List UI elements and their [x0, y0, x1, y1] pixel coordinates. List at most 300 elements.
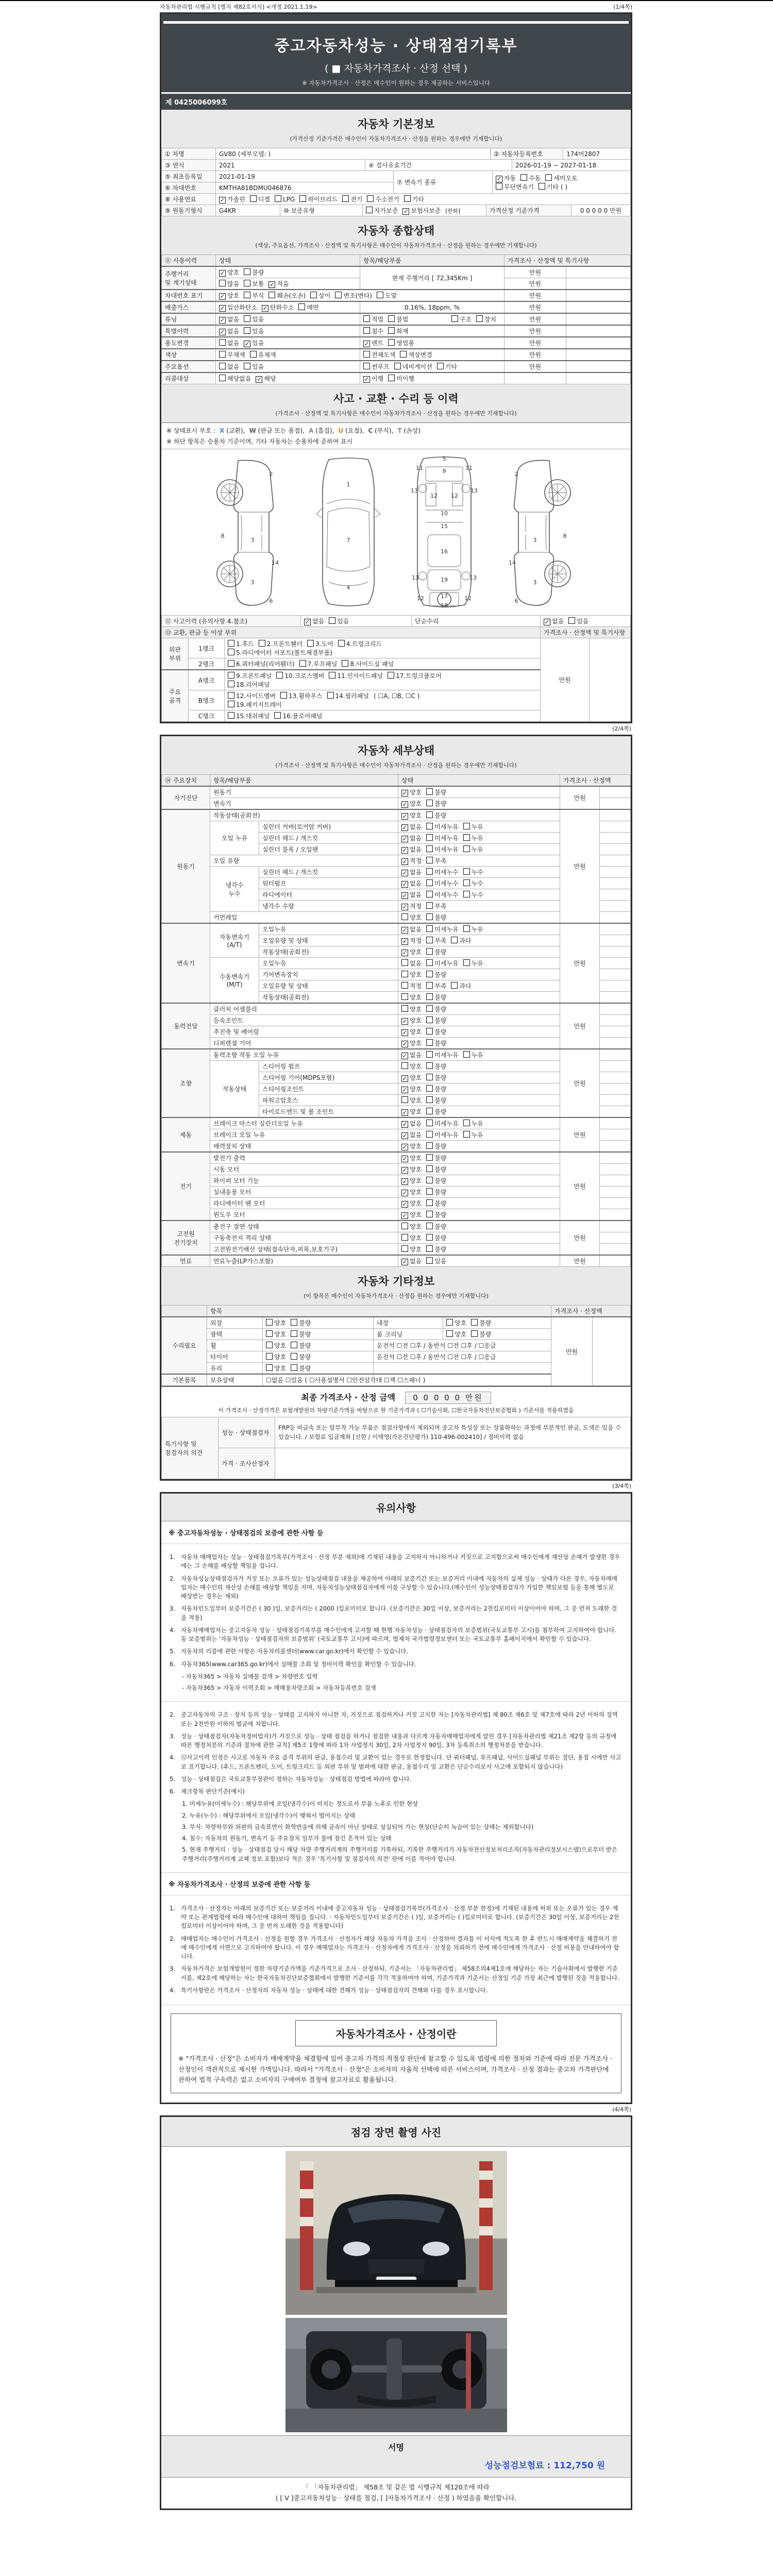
item-label: 브레이크 마스터 실린더오일 누유 — [210, 1117, 398, 1129]
checkbox-양호[interactable]: ✓ 양호 — [402, 1166, 422, 1174]
checkbox-있음[interactable]: 있음 — [568, 617, 589, 625]
checkbox-box — [446, 1319, 453, 1326]
checkbox-불량[interactable]: 불량 — [426, 1073, 446, 1082]
checkbox-box — [228, 672, 234, 679]
checkbox-box: ✓ — [220, 293, 225, 300]
checkbox-썬루프[interactable]: 썬루프 — [363, 362, 390, 371]
item-label: 연료누출(LP가스포함) — [210, 1255, 398, 1267]
checkbox-9.프론트패널[interactable]: 9.프론트패널 — [228, 671, 272, 680]
notice-item: 4. ⑫사고이력 인정은 사고로 자동차 주요 골격 부위의 판금, 용접수리 및 교환이 있는 경우로 한정합니다. 단 쿼터패널, 루프패널, 사이드실패널 부위는 절단, 용접 시에만 사고로 표기합니다. (후드, 프론트펜더, 도어, 트렁크리드 등 외판 부위 및 범퍼에 대한 판금, 용접수리 및 교환은 단순수리로서 사고에 포함되지 않습니다) — [170, 1754, 621, 1770]
checkbox-box — [451, 315, 458, 322]
checkbox-양호[interactable]: ✓ 양호 — [402, 1028, 422, 1036]
note-cell — [600, 1198, 631, 1209]
checkbox-없음[interactable]: ✓ 없음 — [402, 891, 422, 899]
checkbox-없음[interactable]: ✓ 없음 — [220, 328, 240, 335]
checkbox-양호[interactable]: 양호 — [401, 1233, 422, 1242]
checkbox-과다[interactable]: 과다 — [451, 936, 471, 945]
state-cell — [398, 867, 560, 878]
checkbox-없음[interactable]: ✓ 없음 — [305, 618, 325, 625]
field-value: GV80 (세부모델: ) — [216, 148, 491, 160]
checkbox-양호[interactable]: 양호 — [401, 1222, 422, 1231]
checkbox-해당없음[interactable]: 해당없음 — [219, 374, 251, 383]
checkbox-구조[interactable]: 구조 — [451, 315, 472, 324]
item-label: 동력조향 작동 오일 누유 — [210, 1049, 398, 1061]
checkbox-양호[interactable]: ✓ 양호 — [402, 1177, 422, 1185]
checkbox-양호[interactable]: ✓ 양호 — [402, 789, 422, 796]
checkbox-없음[interactable]: ✓ 없음 — [402, 1052, 422, 1059]
checkbox-부족[interactable]: 부족 — [426, 981, 446, 990]
checkbox-보통[interactable]: 보통 — [244, 279, 264, 288]
checkbox-불량[interactable]: 불량 — [426, 1210, 446, 1219]
checkbox-이행[interactable]: ✓ 이행 — [364, 375, 384, 383]
checkbox-14.필러패널[interactable]: 14.필러패널 — [327, 691, 369, 700]
etc-info-table — [161, 1305, 631, 1386]
checkbox-과다[interactable]: 과다 — [451, 981, 471, 990]
item-label: 오일누유 — [259, 958, 398, 969]
checkbox-6.쿼터패널(리어휀더)[interactable]: 6.쿼터패널(리어휀더) — [228, 659, 295, 668]
price-cell: 만원 — [560, 786, 600, 809]
checkbox-12.사이드멤버[interactable]: 12.사이드멤버 — [228, 691, 276, 700]
checkbox-양호[interactable]: 양호 — [401, 1062, 422, 1071]
checkbox-미세누유[interactable]: 미세누유 — [426, 925, 458, 934]
exchange-price-header: 가격조사 · 산정액 및 특기사항 — [541, 627, 631, 638]
simple-repair-checkboxes — [541, 616, 631, 627]
checkbox-LPG[interactable]: LPG — [275, 195, 295, 203]
checkbox-미세누유[interactable]: 미세누유 — [426, 834, 458, 842]
checkbox-가솔린[interactable]: ✓ 가솔린 — [220, 196, 245, 204]
price-cell: 만원 — [541, 638, 590, 722]
checkbox-누유[interactable]: 누유 — [463, 845, 483, 854]
note-cell — [566, 349, 631, 361]
checkbox-양호[interactable]: 양호 — [401, 970, 422, 979]
signature-block — [161, 2435, 631, 2477]
table-row — [162, 1417, 631, 1448]
checkbox-10.크로스멤버[interactable]: 10.크로스멤버 — [276, 671, 324, 680]
checkbox-box — [244, 292, 250, 298]
checkbox-box — [291, 1330, 297, 1337]
checkbox-16.플로어패널[interactable]: 16.플로어패널 — [274, 711, 322, 720]
checkbox-누유[interactable]: 누유 — [463, 1119, 483, 1128]
checkbox-미세누유[interactable]: 미세누유 — [426, 1119, 458, 1128]
diagram-part-number: 2 — [269, 471, 273, 478]
car-diagram-top-view — [307, 454, 390, 609]
note-cell — [600, 1003, 631, 1015]
table-row — [162, 1255, 631, 1267]
diagram-part-number: 18 — [440, 602, 448, 609]
state-cell — [398, 1072, 560, 1083]
checkbox-불량[interactable]: 불량 — [426, 993, 446, 1002]
checkbox-box — [219, 363, 226, 369]
field-label: ⑧ 사용연료 — [162, 194, 216, 205]
note-cell — [600, 878, 631, 889]
car-diagram-left-side — [211, 454, 294, 609]
checkbox-없음[interactable]: ✓ 없음 — [402, 1258, 422, 1265]
emission-values: 0.16%, 18ppm, % — [360, 301, 505, 313]
checkbox-box: ✓ — [364, 376, 369, 383]
rank-table — [161, 638, 631, 722]
checkbox-양호[interactable]: ✓ 양호 — [402, 1143, 422, 1150]
checkbox-훼손(오손)[interactable]: 훼손(오손) — [268, 291, 306, 300]
detail-subtitle: (가격조사 · 산정액 및 특기사항은 매수인이 자동차가격조사 · 산정을 원하는 경우에만 기재합니다) — [275, 762, 517, 769]
checkbox-5.라디에이터 서포트(볼트체결부품)[interactable]: 5.라디에이터 서포트(볼트체결부품) — [228, 648, 332, 657]
notice-sub-item: - 자동차365 > 자동차 실매물 검색 > 차량번호 입력 — [182, 1672, 318, 1680]
checkbox-렌트[interactable]: ✓ 렌트 — [364, 340, 384, 347]
checkbox-양호[interactable]: ✓ 양호 — [402, 812, 422, 820]
opinion-role: 성능 · 상태점검자 — [219, 1417, 275, 1448]
checkbox-침수[interactable]: 침수 — [363, 327, 383, 335]
checkbox-적정[interactable]: 적정 — [401, 981, 422, 990]
item-label: 등속조인트 — [210, 1015, 398, 1026]
checkbox-있음[interactable]: 있음 — [329, 617, 349, 625]
checkbox-box — [307, 640, 314, 647]
checkbox-box: ✓ — [402, 812, 408, 820]
checkbox-box — [268, 292, 275, 298]
checkbox-7.루프패널[interactable]: 7.루프패널 — [299, 659, 338, 668]
checkbox-양호[interactable]: 양호 — [266, 1330, 286, 1338]
checkbox-부족[interactable]: 부족 — [426, 856, 446, 865]
checkbox-없음[interactable]: ✓ 없음 — [402, 835, 422, 842]
checkbox-불량[interactable]: 불량 — [426, 913, 446, 922]
diagram-part-number: 8 — [221, 533, 224, 539]
checkbox-3.도어[interactable]: 3.도어 — [307, 639, 333, 648]
checkbox-없음[interactable]: ✓ 없음 — [402, 880, 422, 888]
checkbox-양호[interactable]: ✓ 양호 — [402, 948, 422, 956]
checkbox-있음[interactable]: 있음 — [244, 362, 264, 371]
checkbox-기타 ( )[interactable]: 기타 ( ) — [539, 182, 567, 191]
state-cell — [398, 1049, 560, 1061]
checkbox-기타[interactable]: 기타 — [404, 195, 424, 204]
notice-sub-item: 3. 부식: 차량하부와 외판의 금속표면이 화학반응에 의해 금속이 아닌 상태로 상실되어 가는 현상(단순히 녹슬어 있는 상태는 제외합니다) — [182, 1823, 534, 1831]
checkbox-미세누수[interactable]: 미세누수 — [426, 890, 458, 899]
checkbox-불량[interactable]: 불량 — [291, 1341, 311, 1350]
field-value: G4KR — [216, 205, 280, 216]
checkbox-불량[interactable]: 불량 — [426, 1084, 446, 1093]
opinion-table — [161, 1417, 631, 1479]
checkbox-매연[interactable]: 매연 — [298, 303, 318, 312]
checkbox-box — [394, 363, 401, 369]
checkbox-전체도색[interactable]: 전체도색 — [363, 350, 395, 359]
checkbox-양호[interactable]: ✓ 양호 — [402, 1211, 422, 1219]
checkbox-box — [266, 1353, 273, 1360]
checkbox-적음[interactable]: ✓ 적음 — [269, 280, 289, 288]
checkbox-양호[interactable]: 양호 — [401, 1096, 422, 1105]
column-header: 상태 — [216, 255, 360, 267]
checkbox-box: ✓ — [402, 1189, 408, 1196]
item-label: 냉각수 수량 — [259, 901, 398, 912]
device-label: 고전원 전기장치 — [162, 1221, 210, 1255]
checkbox-미세누유[interactable]: 미세누유 — [426, 1050, 458, 1059]
checkbox-불량[interactable]: 불량 — [426, 788, 446, 796]
checkbox-누수[interactable]: 누수 — [463, 890, 483, 899]
checkbox-4.트렁크리드[interactable]: 4.트렁크리드 — [338, 639, 382, 648]
checkbox-미세누유[interactable]: 미세누유 — [426, 959, 458, 968]
page-4 — [160, 2115, 632, 2511]
checkbox-없음[interactable]: ✓ 없음 — [220, 316, 240, 324]
state-cell — [398, 1175, 560, 1187]
checkbox-누유[interactable]: 누유 — [463, 834, 483, 842]
checkbox-box — [446, 1330, 453, 1337]
checkbox-양호[interactable]: 양호 — [401, 993, 422, 1002]
column-header — [162, 1306, 207, 1317]
checkbox-양호[interactable]: ✓ 양호 — [220, 269, 240, 277]
item-label: 커먼레일 — [210, 912, 398, 924]
checkbox-누수[interactable]: 누수 — [463, 868, 483, 876]
photo-section-title: 점검 장면 촬영 사진 — [161, 2117, 631, 2147]
checkbox-2.프론트휀더[interactable]: 2.프론트휀더 — [259, 639, 303, 648]
checkbox-box: ✓ — [402, 1132, 408, 1139]
checkbox-불량[interactable]: 불량 — [426, 1199, 446, 1208]
checkbox-변조(변타)[interactable]: 변조(변타) — [335, 291, 372, 300]
position-checkboxes: 운전석 ☐전 ☐후 / 동반석 ☐전 ☐후 / ☐응급 — [374, 1340, 551, 1351]
checkbox-없음[interactable]: 없음 — [219, 362, 239, 371]
checkbox-적법[interactable]: 적법 — [363, 315, 383, 324]
checkbox-적정[interactable]: ✓ 적정 — [402, 903, 422, 910]
checkbox-불량[interactable]: 불량 — [471, 1318, 491, 1327]
checkbox-있음[interactable]: 있음 — [426, 1257, 446, 1265]
item-cell — [360, 361, 505, 372]
checkbox-하이브리드[interactable]: 하이브리드 — [299, 195, 338, 204]
checkbox-box — [329, 617, 335, 624]
checkbox-불량[interactable]: 불량 — [426, 1142, 446, 1150]
checkbox-불량[interactable]: 불량 — [426, 1233, 446, 1242]
checkbox-일산화탄소[interactable]: ✓ 일산화탄소 — [220, 304, 257, 312]
note-cell — [600, 821, 631, 833]
checkbox-없음[interactable]: 없음 — [401, 959, 422, 968]
checkbox-적정[interactable]: ✓ 적정 — [402, 937, 422, 945]
checkbox-미세누수[interactable]: 미세누수 — [426, 868, 458, 876]
checkbox-부족[interactable]: 부족 — [426, 936, 446, 945]
checkbox-미세누유[interactable]: 미세누유 — [426, 845, 458, 854]
checkbox-세미오토[interactable]: 세미오토 — [545, 174, 577, 182]
checkbox-없음[interactable]: ✓ 없음 — [402, 823, 422, 831]
checkbox-미세누수[interactable]: 미세누수 — [426, 879, 458, 888]
checkbox-17.트렁크플로어[interactable]: 17.트렁크플로어 — [388, 671, 442, 680]
item-label: 클러치 어셈블리 — [210, 1003, 398, 1015]
checkbox-불량[interactable]: 불량 — [426, 1005, 446, 1013]
checkbox-불량[interactable]: 불량 — [426, 1245, 446, 1253]
checkbox-영업용[interactable]: 영업용 — [388, 338, 414, 347]
checkbox-box — [426, 1234, 433, 1241]
checkbox-부족[interactable]: 부족 — [426, 902, 446, 910]
checkbox-무단변속기[interactable]: 무단변속기 — [496, 182, 534, 191]
checkbox-없음[interactable]: ✓ 없음 — [402, 1131, 422, 1139]
checkbox-box: ✓ — [220, 196, 225, 204]
checkbox-불량[interactable]: 불량 — [426, 1016, 446, 1025]
checkbox-양호[interactable]: 양호 — [266, 1318, 286, 1327]
basic-items-group-label: 기본품목 — [162, 1374, 207, 1386]
checkbox-1.후드[interactable]: 1.후드 — [228, 639, 254, 648]
diagram-part-number: 14 — [271, 560, 279, 566]
checkbox-box — [426, 948, 433, 955]
checkbox-양호[interactable]: 양호 — [266, 1364, 286, 1372]
checkbox-불량[interactable]: 불량 — [426, 1176, 446, 1185]
checkbox-불량[interactable]: 불량 — [291, 1364, 311, 1372]
checkbox-있음[interactable]: ✓ 있음 — [244, 340, 264, 347]
underbody-view-on-lift — [285, 2318, 507, 2432]
checkbox-없음[interactable]: ✓ 없음 — [402, 926, 422, 934]
checkbox-11.인사이드패널[interactable]: 11.인사이드패널 — [329, 671, 383, 680]
checkbox-불량[interactable]: 불량 — [426, 1062, 446, 1071]
checkbox-보험사보증[interactable]: ✓ 보험사보증 — [403, 207, 441, 215]
checkbox-불량[interactable]: 불량 — [426, 1154, 446, 1162]
checkbox-불량[interactable]: 불량 — [426, 947, 446, 956]
checkbox-box — [280, 692, 287, 699]
checkbox-box — [228, 660, 234, 667]
checkbox-불량[interactable]: 불량 — [426, 799, 446, 808]
checkbox-불량[interactable]: 불량 — [426, 1188, 446, 1196]
table-row — [162, 361, 631, 372]
checkbox-적정[interactable]: ✓ 적정 — [402, 857, 422, 865]
checkbox-양호[interactable]: ✓ 양호 — [402, 1086, 422, 1093]
checkbox-18.리어패널[interactable]: 18.리어패널 — [228, 680, 270, 689]
checkbox-box — [426, 1142, 433, 1149]
checkbox-누유[interactable]: 누유 — [463, 1130, 483, 1139]
checkbox-유채색[interactable]: 유채색 — [250, 350, 276, 359]
checkbox-누수[interactable]: 누수 — [463, 879, 483, 888]
checkbox-불량[interactable]: 불량 — [426, 811, 446, 820]
item-cell — [360, 325, 505, 337]
checkbox-양호[interactable]: ✓ 양호 — [402, 1189, 422, 1196]
checkbox-양호[interactable]: ✓ 양호 — [402, 1108, 422, 1116]
checkbox-불량[interactable]: 불량 — [426, 1165, 446, 1174]
checkbox-화재[interactable]: 화재 — [388, 327, 408, 335]
checkbox-디젤[interactable]: 디젤 — [250, 195, 270, 204]
checkbox-15.대쉬패널[interactable]: 15.대쉬패널 — [228, 711, 270, 720]
checkbox-누유[interactable]: 누유 — [463, 1050, 483, 1059]
checkbox-무채색[interactable]: 무채색 — [219, 350, 245, 359]
checkbox-box — [367, 195, 374, 202]
checkbox-불량[interactable]: 불량 — [426, 970, 446, 979]
checkbox-누유[interactable]: 누유 — [463, 822, 483, 831]
checkbox-불량[interactable]: 불량 — [244, 268, 264, 277]
checkbox-없음[interactable]: ✓ 없음 — [402, 869, 422, 876]
checkbox-불량[interactable]: 불량 — [426, 1107, 446, 1116]
state-cell — [398, 1129, 560, 1141]
checkbox-미이행[interactable]: 미이행 — [388, 374, 414, 383]
basic-items-checkboxes: ☐없음 ☐있음 ( ☐사용설명서 ☐안전삼각대 ☐잭 ☐스패너 ) — [263, 1374, 551, 1386]
checkbox-해당[interactable]: ✓ 해당 — [256, 375, 276, 383]
checkbox-8.사이드실 패널[interactable]: 8.사이드실 패널 — [342, 659, 394, 668]
state-cell — [398, 1198, 560, 1209]
checkbox-box — [426, 845, 433, 852]
checkbox-양호[interactable]: 양호 — [401, 1245, 422, 1253]
column-header: 가격조사 · 산정액 — [551, 1306, 631, 1317]
checkbox-box — [426, 879, 433, 886]
checkbox-누유[interactable]: 누유 — [463, 925, 483, 934]
checkbox-누유[interactable]: 누유 — [463, 959, 483, 968]
checkbox-있음[interactable]: 있음 — [244, 327, 264, 335]
state-cell — [398, 923, 560, 935]
checkbox-탄화수소[interactable]: ✓ 탄화수소 — [262, 304, 294, 312]
checkbox-13.휠하우스[interactable]: 13.휠하우스 — [280, 691, 322, 700]
checkbox-19.패키지트레이[interactable]: 19.패키지트레이 — [228, 700, 282, 709]
checkbox-상이[interactable]: 상이 — [310, 291, 330, 300]
checkbox-미세누유[interactable]: 미세누유 — [426, 1130, 458, 1139]
note-cell — [600, 844, 631, 855]
checkbox-불법[interactable]: 불법 — [388, 315, 408, 324]
table-row — [162, 1049, 631, 1061]
note-cell — [566, 325, 631, 337]
item-label: 고전원전기배선 상태(접속단자,피복,보호기구) — [210, 1244, 398, 1256]
checkbox-box — [363, 315, 370, 322]
checkbox-양호[interactable]: ✓ 양호 — [220, 292, 240, 300]
checkbox-불량[interactable]: 불량 — [426, 1096, 446, 1105]
checkbox-양호[interactable]: 양호 — [266, 1352, 286, 1361]
checkbox-수소전기[interactable]: 수소전기 — [367, 195, 399, 204]
diagram-part-number: 16 — [440, 548, 448, 555]
checkbox-양호[interactable]: 양호 — [266, 1341, 286, 1350]
checkbox-네비게이션[interactable]: 네비게이션 — [394, 362, 432, 371]
diagram-part-number: 12 — [416, 595, 424, 602]
checkbox-없음[interactable]: 없음 — [219, 338, 239, 347]
price-cell: 만원 — [560, 1255, 600, 1267]
item-label: 오일유량 및 상태 — [259, 935, 398, 946]
checkbox-양호[interactable]: ✓ 양호 — [402, 1040, 422, 1047]
checkbox-양호[interactable]: 양호 — [446, 1318, 466, 1327]
checkbox-없음[interactable]: ✓ 없음 — [544, 618, 564, 625]
checkbox-양호[interactable]: ✓ 양호 — [402, 1200, 422, 1208]
checkbox-불량[interactable]: 불량 — [291, 1330, 311, 1338]
checkbox-box — [539, 183, 545, 190]
checkbox-자가보증[interactable]: 자가보증 — [366, 206, 398, 215]
checkbox-미세누유[interactable]: 미세누유 — [426, 822, 458, 831]
checkbox-box — [335, 292, 342, 298]
opinion-text: FRP등 비금속 또는 탈부착 가능 부품은 점검사항에서 제외되며 중고차 특성상 또는 상품화하는 과정에 부분적인 판금, 도색은 있을 수 있습니다. / 보험료 입금계좌 [신한 / 이택영(가온진단평가) 110-496-002410] / 정비이력 없음 — [275, 1417, 631, 1448]
checkbox-box: ✓ — [220, 304, 225, 312]
checkbox-도말[interactable]: 도말 — [377, 291, 397, 300]
table-row — [162, 809, 631, 821]
position-checkboxes: 운전석 ☐전 ☐후 / 동반석 ☐전 ☐후 / ☐응급 — [374, 1351, 551, 1363]
checkbox-기타[interactable]: 기타 — [437, 362, 457, 371]
notice-title: 유의사항 — [161, 1494, 631, 1521]
checkbox-양호[interactable]: 양호 — [401, 1005, 422, 1013]
page-2 — [160, 735, 632, 1481]
rank-items — [225, 670, 541, 690]
checkbox-불량[interactable]: 불량 — [426, 1222, 446, 1231]
checkbox-불량[interactable]: 불량 — [426, 1027, 446, 1036]
price-cell: 만원 — [505, 301, 566, 313]
insurance-fee: 성능점검보험료 : 112,750 원 — [484, 2460, 605, 2471]
checkbox-부식[interactable]: 부식 — [244, 291, 264, 300]
checkbox-box — [291, 1364, 297, 1371]
checkbox-불량[interactable]: 불량 — [426, 1039, 446, 1047]
checkbox-양호[interactable]: ✓ 양호 — [402, 1017, 422, 1025]
checkbox-수동[interactable]: 수동 — [520, 174, 541, 182]
checkbox-있음[interactable]: 있음 — [244, 315, 264, 324]
checkbox-전기[interactable]: 전기 — [342, 195, 362, 204]
checkbox-양호[interactable]: ✓ 양호 — [402, 800, 422, 808]
checkbox-양호[interactable]: ✓ 양호 — [402, 1074, 422, 1082]
basic-info-title: 자동차 기본정보 — [357, 118, 435, 130]
note-cell — [600, 1209, 631, 1221]
checkbox-없음[interactable]: ✓ 없음 — [402, 1120, 422, 1128]
note-cell — [600, 958, 631, 969]
item-label: 내장 — [374, 1317, 443, 1329]
checkbox-양호[interactable]: ✓ 양호 — [402, 1155, 422, 1162]
checkbox-많음[interactable]: 많음 — [219, 279, 239, 288]
checkbox-불량[interactable]: 불량 — [291, 1352, 311, 1361]
checkbox-장치[interactable]: 장치 — [476, 315, 496, 324]
checkbox-자동[interactable]: ✓ 자동 — [496, 174, 516, 182]
checkbox-box — [228, 701, 234, 707]
diagram-part-number: 8 — [563, 533, 566, 539]
checkbox-양호[interactable]: 양호 — [446, 1330, 466, 1338]
checkbox-색상변경[interactable]: 색상변경 — [400, 350, 432, 359]
checkbox-불량[interactable]: 불량 — [471, 1330, 491, 1338]
checkbox-불량[interactable]: 불량 — [291, 1318, 311, 1327]
checkbox-양호[interactable]: 양호 — [401, 913, 422, 922]
checkbox-없음[interactable]: ✓ 없음 — [402, 846, 422, 854]
